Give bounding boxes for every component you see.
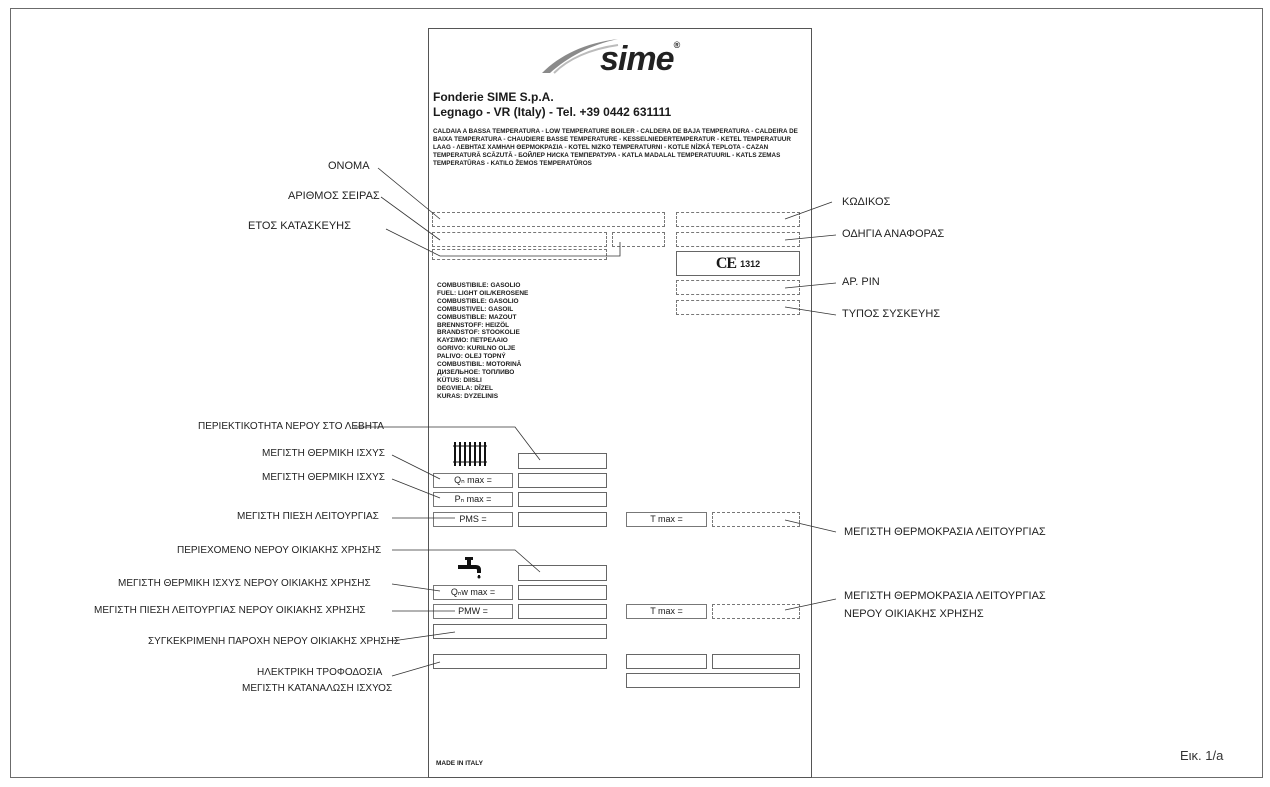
label-max-temp: ΜΕΓΙΣΤΗ ΘΕΡΜΟΚΡΑΣΙΑ ΛΕΙΤΟΥΡΓΙΑΣ [844, 526, 1046, 538]
fuel-line: BRANDSTOF: STOOKOLIE [437, 329, 520, 337]
pmw-cell: PMW = [433, 604, 513, 619]
label-type: ΤΥΠΟΣ ΣΥΣΚΕΥΗΣ [842, 308, 941, 320]
fuel-line: COMBUSTIBLE: GASOLIO [437, 297, 519, 305]
label-serial: ΑΡΙΘΜΟΣ ΣΕΙΡΑΣ [288, 190, 380, 202]
fuel-line: ΚΑΥΣΙΜΟ: ΠΕΤΡΕΛΑΙΟ [437, 337, 508, 345]
pms-cell: PMS = [433, 512, 513, 527]
fuel-line: COMBUSTIBILE: GASOLIO [437, 282, 521, 289]
label-max-heat-output: ΜΕΓΙΣΤΗ ΘΕΡΜΙΚΗ ΙΣΧΥΣ [262, 472, 385, 483]
fuel-line: PALIVO: OLEJ TOPNÝ [437, 353, 506, 361]
made-in-label: MADE IN ITALY [436, 760, 483, 767]
company-address: Legnago - VR (Italy) - Tel. +39 0442 631111 [433, 105, 672, 119]
fuel-line: COMBUSTIBLE: MAZOUT [437, 313, 517, 321]
label-year: ΕΤΟΣ ΚΑΤΑΣΚΕΥΗΣ [248, 220, 351, 232]
label-code: ΚΩΔΙΚΟΣ [842, 196, 891, 208]
fuel-line: KURAS: DYZELINIS [437, 392, 499, 400]
pn-max-cell: Pₙ max = [433, 492, 513, 507]
ce-mark: CE [715, 254, 737, 272]
qnw-max-cell: Qₙw max = [433, 585, 513, 600]
label-name: ΟΝΟΜΑ [328, 160, 370, 172]
fuel-line: ДИЗЕЛЬНОЕ: ТОПЛИВО [437, 368, 515, 376]
fuel-line: DEGVIELA: DĪZEL [437, 384, 493, 392]
dhw-tmax-cell: T max = [626, 604, 707, 619]
label-max-pressure: ΜΕΓΙΣΤΗ ΠΙΕΣΗ ΛΕΙΤΟΥΡΓΙΑΣ [237, 511, 379, 522]
label-directive: ΟΔΗΓΙΑ ΑΝΑΦΟΡΑΣ [842, 228, 945, 240]
label-dhw-temp-line2: ΝΕΡΟΥ ΟΙΚΙΑΚΗΣ ΧΡΗΣΗΣ [844, 608, 984, 620]
label-max-heat-input: ΜΕΓΙΣΤΗ ΘΕΡΜΙΚΗ ΙΣΧΥΣ [262, 448, 385, 459]
fuel-line: GORIVO: KURILNO OLJE [437, 345, 516, 353]
fuel-line: KÜTUS: DIISLI [437, 376, 482, 384]
fuel-line: COMBUSTIBIL: MOTORINĂ [437, 361, 522, 369]
figure-label: Εικ. 1/a [1180, 748, 1224, 763]
label-power-supply: ΗΛΕΚΤΡΙΚΗ ΤΡΟΦΟΔΟΣΙΑ [257, 667, 383, 678]
sime-logo: sime® [600, 40, 680, 78]
fuel-line: BRENNSTOFF: HEIZÖL [437, 321, 510, 329]
boiler-description: CALDAIA A BASSA TEMPERATURA - LOW TEMPERATURE BOILER - CALDERA DE BAJA TEMPERATURA - CALDEIRA DE BAIXA TEMPERATURA - CHAUDIERE BASSE TEMPERATURE - KESSELNIEDERTEMPERATUR - KETEL TEMPERATUUR LAAG - ΛΕΒΗΤΑΣ ΧΑΜΗΛΗ ΘΕΡΜΟΚΡΑΣΙΑ - KOTEL NIZKO TEMPERATURNI - KOTLE NÍZKÁ TEPLOTA - CAZAN TEMPERATURĂ SCĂZUTĂ - БОЙЛЕР НИСКА ТЕМПЕРАТУРА - KATLA MADALAL TEMPERATUURIL - KATLS ZEMAS TEMPERATŪRAS - KATILO ŽEMOS TEMPERATŪROS [433, 128, 798, 167]
company-name: Fonderie SIME S.p.A. [433, 90, 554, 104]
label-dhw-heat: ΜΕΓΙΣΤΗ ΘΕΡΜΙΚΗ ΙΣΧΥΣ ΝΕΡΟΥ ΟΙΚΙΑΚΗΣ ΧΡΗΣΗΣ [118, 578, 371, 589]
fuel-line: FUEL: LIGHT OIL/KEROSENE [437, 289, 529, 297]
label-dhw-content: ΠΕΡΙΕΧΟΜΕΝΟ ΝΕΡΟΥ ΟΙΚΙΑΚΗΣ ΧΡΗΣΗΣ [177, 545, 382, 556]
label-water-content: ΠΕΡΙΕΚΤΙΚΟΤΗΤΑ ΝΕΡΟΥ ΣΤΟ ΛΕΒΗΤΑ [198, 421, 384, 432]
tmax-cell: T max = [626, 512, 707, 527]
fuel-line: COMBUSTIVEL: GASOIL [437, 305, 514, 313]
label-dhw-pressure: ΜΕΓΙΣΤΗ ΠΙΕΣΗ ΛΕΙΤΟΥΡΓΙΑΣ ΝΕΡΟΥ ΟΙΚΙΑΚΗΣ ΧΡΗΣΗΣ [94, 605, 366, 616]
label-power-consumption: ΜΕΓΙΣΤΗ ΚΑΤΑΝΑΛΩΣΗ ΙΣΧΥΟΣ [242, 683, 393, 694]
qn-max-cell: Qₙ max = [433, 473, 513, 488]
ce-number: 1312 [740, 258, 761, 269]
label-dhw-flow: ΣΥΓΚΕΚΡΙΜΕΝΗ ΠΑΡΟΧΗ ΝΕΡΟΥ ΟΙΚΙΑΚΗΣ ΧΡΗΣΗΣ [148, 636, 401, 647]
label-dhw-temp-line1: ΜΕΓΙΣΤΗ ΘΕΡΜΟΚΡΑΣΙΑ ΛΕΙΤΟΥΡΓΙΑΣ [844, 590, 1046, 602]
label-pin: ΑΡ. PIN [842, 276, 880, 288]
